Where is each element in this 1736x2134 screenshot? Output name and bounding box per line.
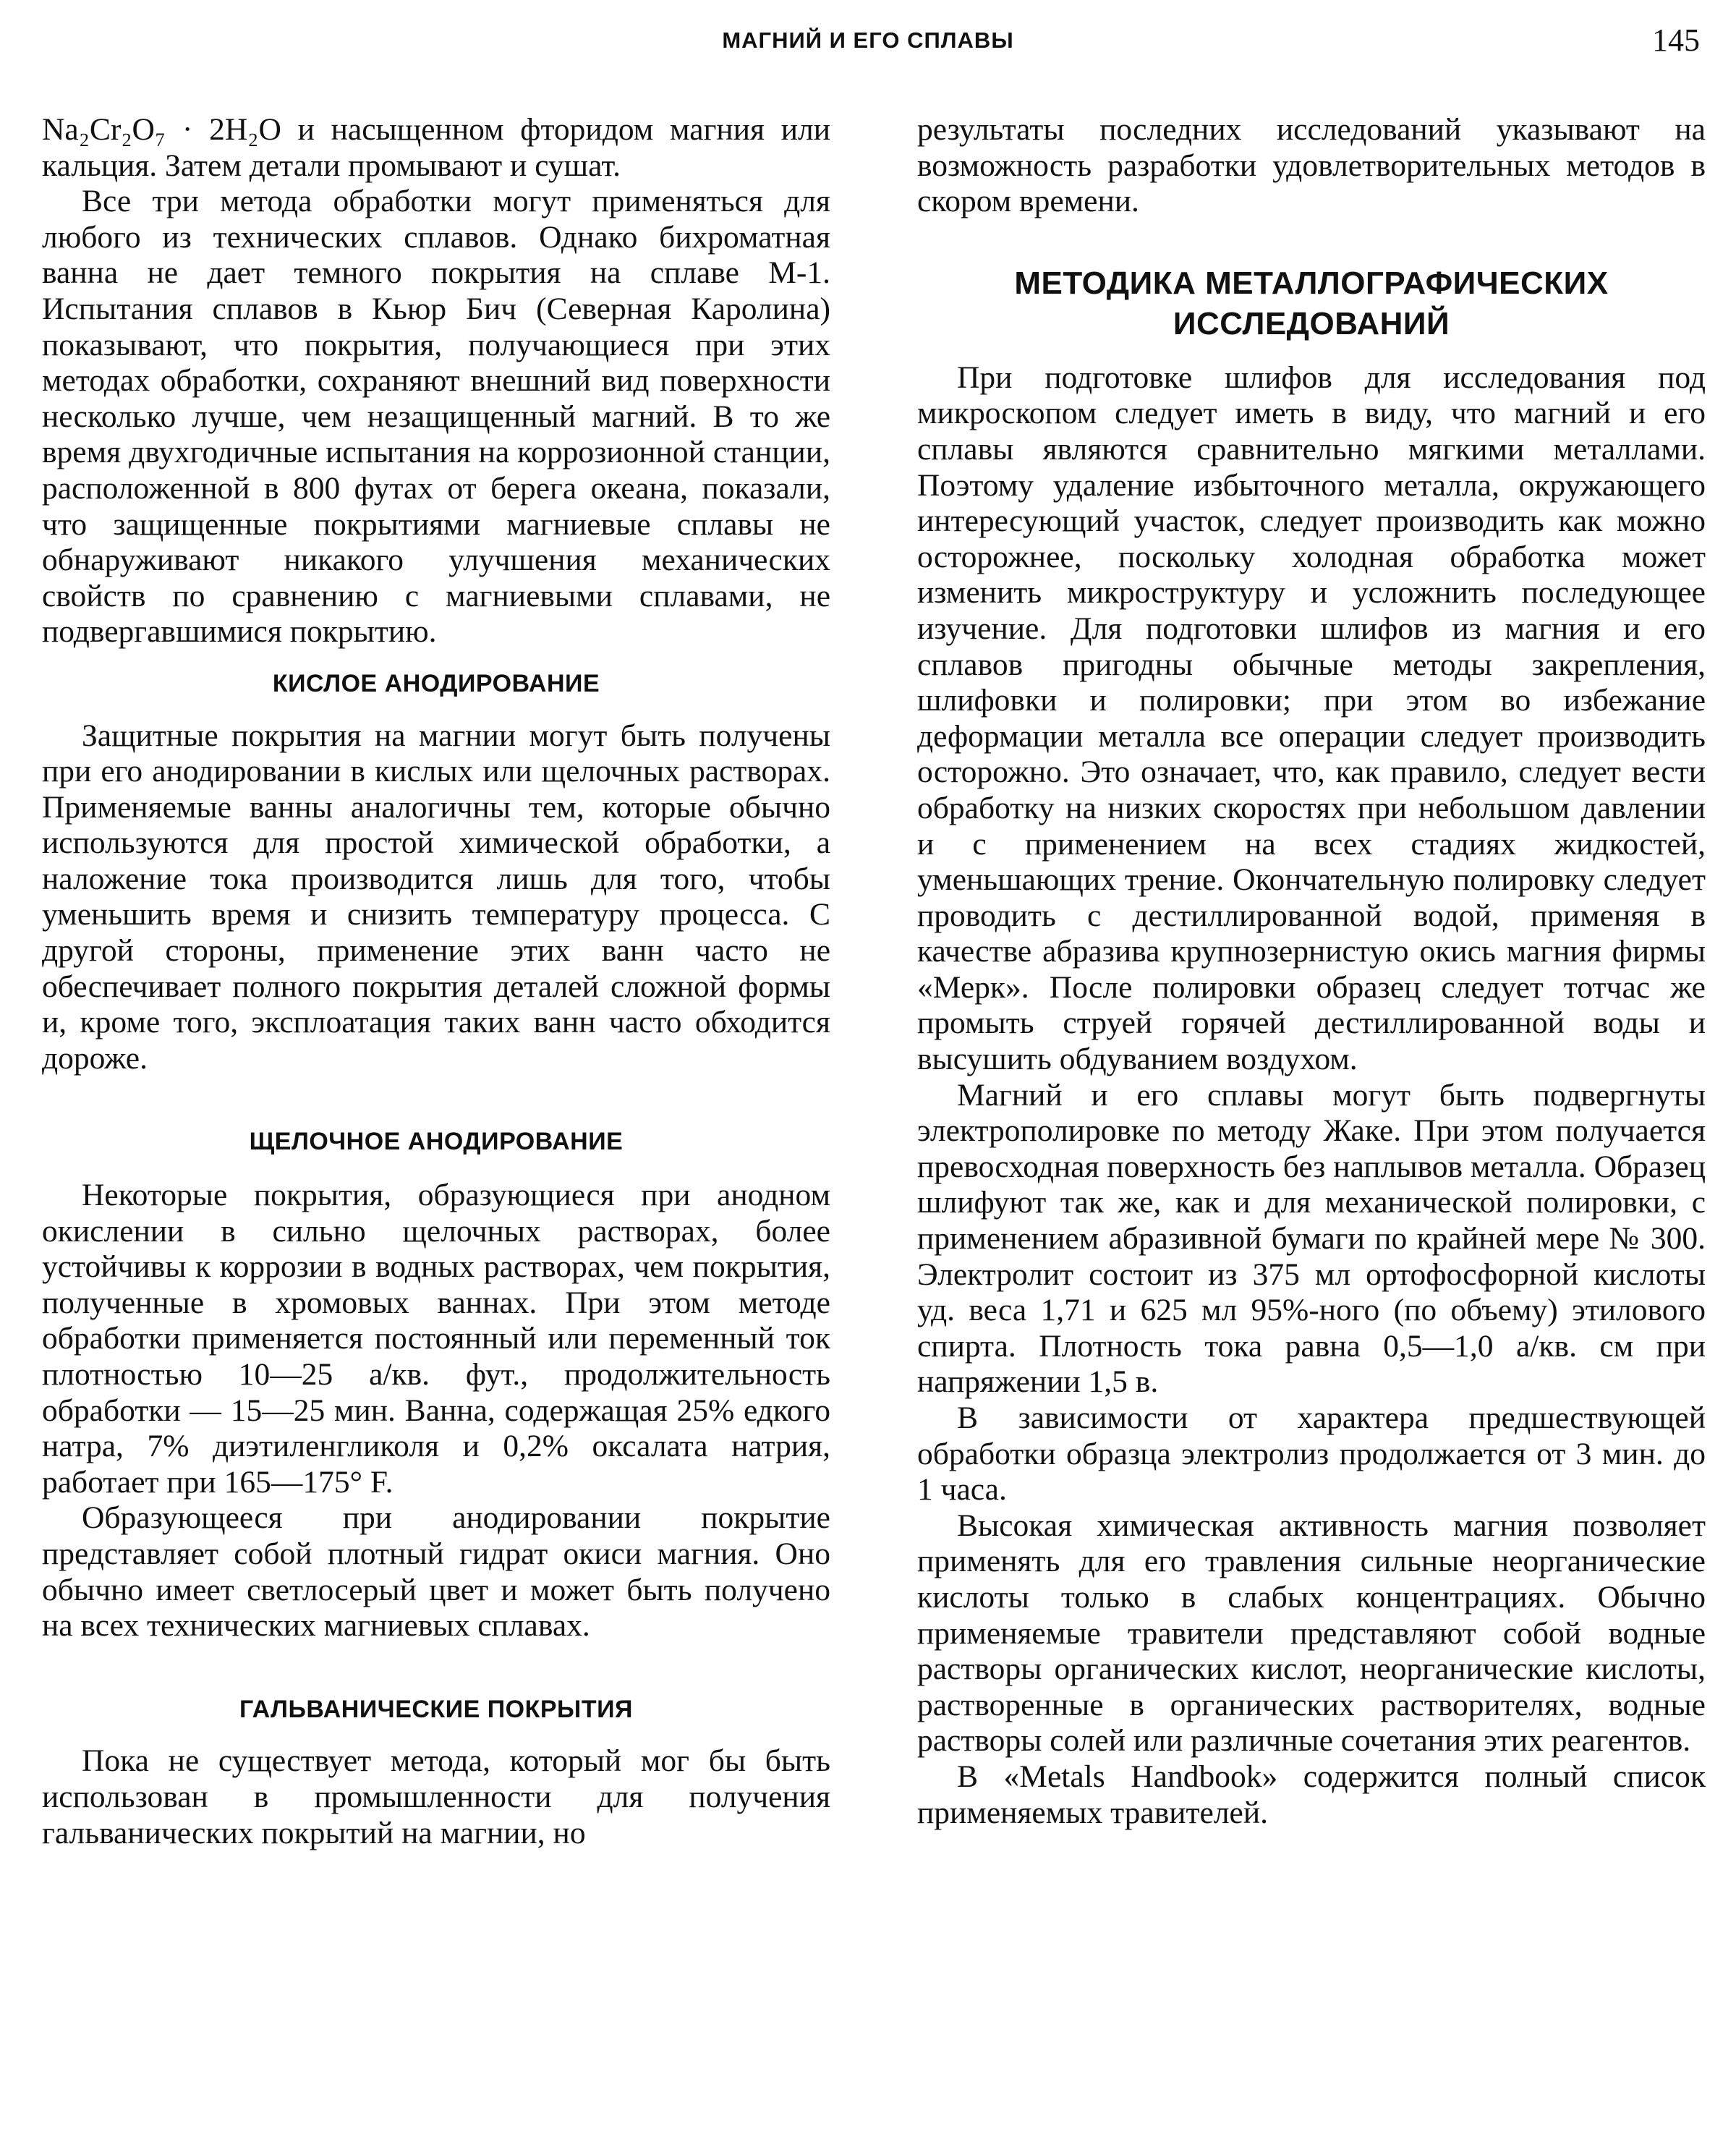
- heading-metallographic-methods: [917, 263, 1706, 344]
- paragraph-acid-anodizing: Защитные покрытия на магнии могут быть получены при его анодировании в кислых или щелочных растворах. Применяемые ванны аналогичны тем, которые обычно используются для простой химической обработки, а наложение тока производится лишь для того, чтобы уменьшить время и снизить температуру процесса. С другой стороны, применение этих ванн часто не обеспечивает полного покрытия деталей сложной формы и, кроме того, эксплоатация таких ванн часто обходится дороже.: [42, 718, 830, 1076]
- paragraph-methods: Все три метода обработки могут применяться для любого из технических сплавов. Однако бихроматная ванна не дает темного покрытия на сплаве М-1. Испытания сплавов в Кьюр Бич (Северная Каролина) показывают, что покрытия, получающиеся при этих методах обработки, сохраняют внешний вид поверхности несколько лучше, чем незащищенный магний. В то же время двухгодичные испытания на коррозионной станции, расположенной в 800 футах от берега океана, показали, что защищенные покрытиями магниевые сплавы не обнаруживают никакого улучшения механических свойств по сравнению с магниевыми сплавами, не подвергавшимися покрытию.: [42, 184, 830, 650]
- heading-acid-anodizing: КИСЛОЕ АНОДИРОВАНИЕ: [272, 669, 600, 697]
- paragraph-etching: Высокая химическая активность магния позволяет применять для его травления сильные неорганические кислоты только в слабых концентрациях. Обычно применяемые травители представляют собой водные растворы органических кислот, неорганические кислоты, растворенные в органических растворителях, водные растворы солей или различные сочетания этих реагентов.: [917, 1508, 1706, 1759]
- paragraph-electropolishing: Магний и его сплавы могут быть подвергнуты электрополировке по методу Жаке. При этом получается превосходная поверхность без наплывов металла. Образец шлифуют так же, как и для механической полировки, с применением абразивной бумаги по крайней мере № 300. Электролит состоит из 375 мл ортофосфорной кислоты уд. веса 1,71 и 625 мл 95%-ного (по объему) этилового спирта. Плотность тока равна 0,5—1,0 а/кв. см при напряжении 1,5 в.: [917, 1077, 1706, 1400]
- paragraph-metals-handbook: В «Metals Handbook» содержится полный список применяемых травителей.: [917, 1759, 1706, 1830]
- paragraph-alkaline-anodizing: Некоторые покрытия, образующиеся при анодном окислении в сильно щелочных растворах, более устойчивы к коррозии в водных растворах, чем покрытия, полученные в хромовых ваннах. При этом методе обработки применяется постоянный или переменный ток плотностью 10—25 а/кв. фут., продолжительность обработки — 15—25 мин. Ванна, содержащая 25% едкого натра, 7% диэтиленгликоля и 0,2% оксалата натрия, работает при 165—175° F.: [42, 1178, 830, 1500]
- paragraph-coating-properties: Образующееся при анодировании покрытие представляет собой плотный гидрат окиси магния. Оно обычно имеет светлосерый цвет и может быть получено на всех технических магниевых сплавах.: [42, 1500, 830, 1644]
- running-head: МАГНИЙ И ЕГО СПЛАВЫ: [722, 27, 1014, 53]
- paragraph-continued: Na₂Cr₂O₇ · 2H₂O и насыщенном фторидом магния или кальция. Затем детали промывают и сушат.: [42, 112, 830, 183]
- paragraph-galvanic-coatings: Пока не существует метода, который мог бы быть использован в промышленности для получения гальванических покрытий на магнии, но: [42, 1743, 830, 1850]
- paragraph-continued-right: результаты последних исследований указывают на возможность разработки удовлетворительных методов в скором времени.: [917, 112, 1706, 219]
- paragraph-sample-preparation: При подготовке шлифов для исследования под микроскопом следует иметь в виду, что магний и его сплавы являются сравнительно мягкими металлами. Поэтому удаление избыточного металла, окружающего интересующий участок, следует производить как можно осторожнее, поскольку холодная обработка может изменить микроструктуру и усложнить последующее изучение. Для подготовки шлифов из магния и его сплавов пригодны обычные методы закрепления, шлифовки и полировки; при этом во избежание деформации металла все операции следует производить осторожно. Это означает, что, как правило, следует вести обработку на низких скоростях при небольшом давлении и с применением на всех стадиях жидкостей, уменьшающих трение. Окончательную полировку следует проводить с дестиллированной водой, применяя в качестве абразива крупнозернистую окись магния фирмы «Мерк». После полировки образец следует тотчас же промыть струей горячей дестиллированной воды и высушить обдуванием воздухом.: [917, 360, 1706, 1077]
- heading-line-2: ИССЛЕДОВАНИЙ: [1173, 305, 1450, 341]
- heading-galvanic-coatings: ГАЛЬВАНИЧЕСКИЕ ПОКРЫТИЯ: [239, 1695, 633, 1723]
- paragraph-electrolysis-time: В зависимости от характера предшествующей обработки образца электролиз продолжается от 3 мин. до 1 часа.: [917, 1400, 1706, 1508]
- heading-alkaline-anodizing: ЩЕЛОЧНОЕ АНОДИРОВАНИЕ: [249, 1128, 624, 1156]
- page-number: 145: [1652, 22, 1700, 58]
- right-column: [917, 112, 1706, 1831]
- left-column: [42, 112, 830, 1851]
- heading-line-1: МЕТОДИКА МЕТАЛЛОГРАФИЧЕСКИХ: [1014, 265, 1609, 301]
